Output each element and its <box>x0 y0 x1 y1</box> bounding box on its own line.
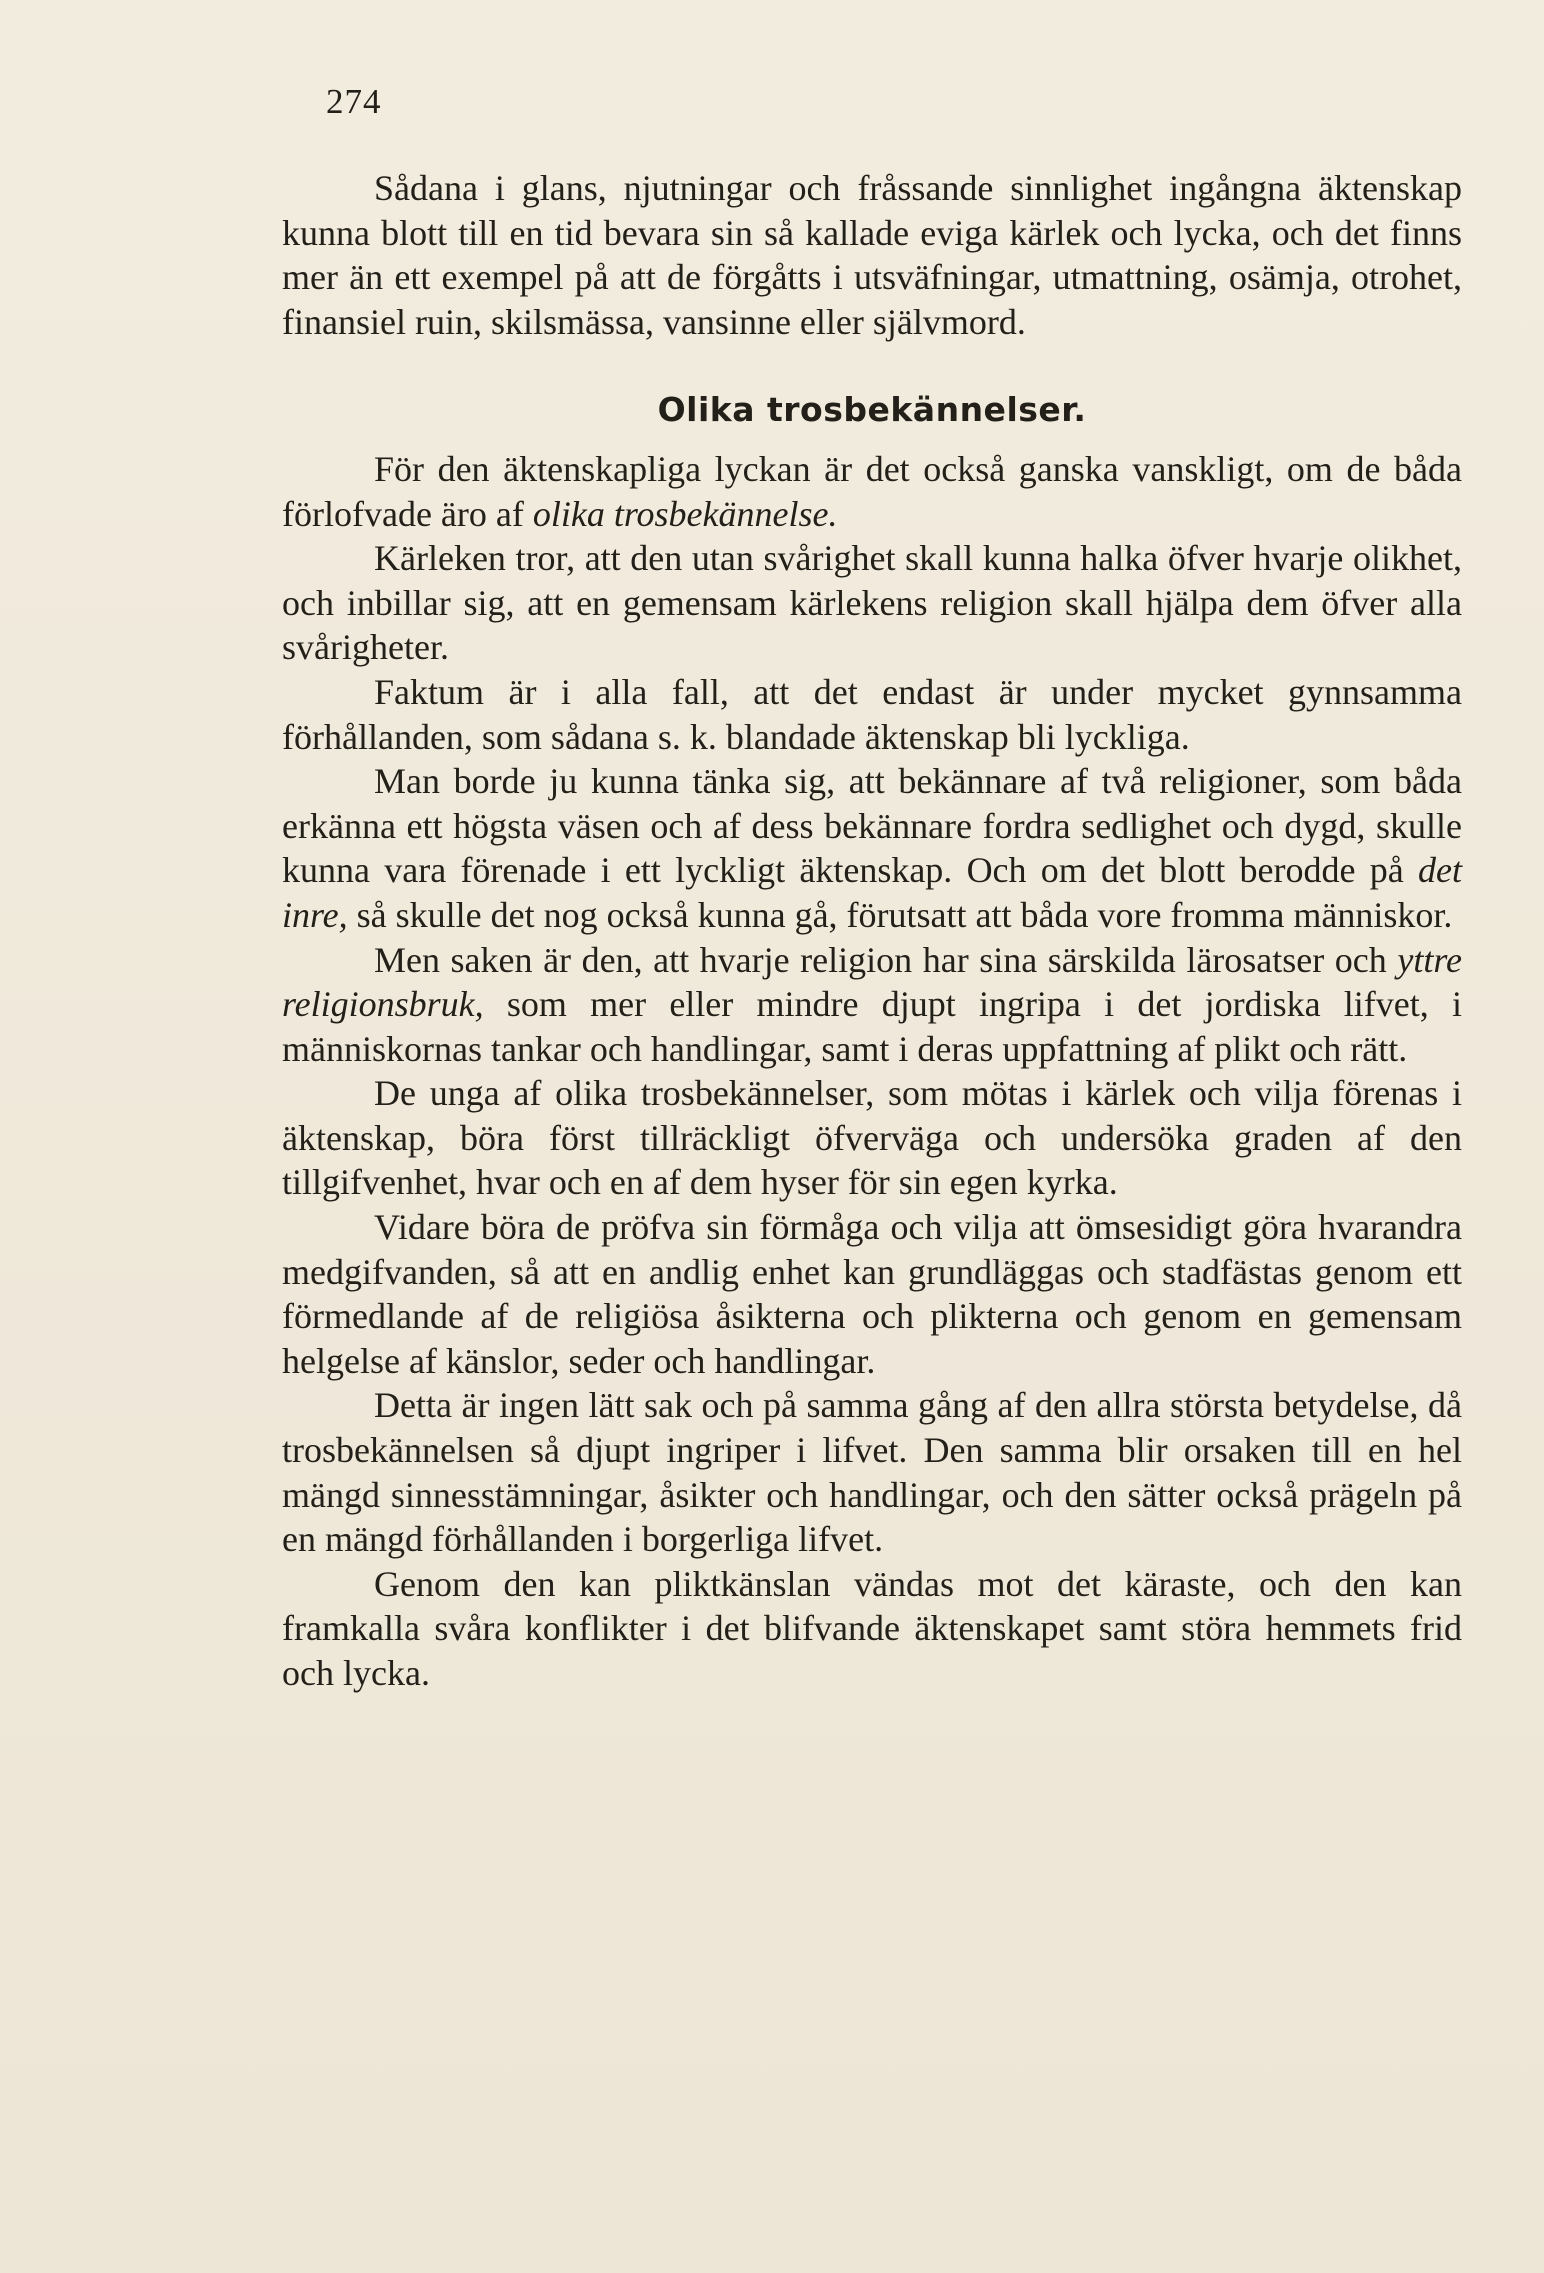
paragraph-5 <box>282 938 1462 1072</box>
paragraph-8: Detta är ingen lätt sak och på samma gång af den allra största betydelse, då trosbekännelsen så djupt ingriper i lifvet. Den samma blir orsaken till en hel mängd sinnesstämningar, åsikter och handlingar, och den sätter också prägeln på en mängd förhållanden i borgerliga lifvet. <box>282 1385 1462 1560</box>
page-number: 274 <box>326 82 382 121</box>
paragraph-6: De unga af olika trosbekännelser, som mötas i kärlek och vilja förenas i äktenskap, böra först tillräckligt öfverväga och undersöka graden af den tillgifvenhet, hvar och en af dem hyser för sin egen kyrka. <box>282 1073 1462 1203</box>
paragraph-5-italic: yttre religionsbruk, <box>282 939 1462 1025</box>
section-heading: Olika trosbekännelser. <box>657 390 1087 430</box>
paragraph-4-text-a: Man borde ju kunna tänka sig, att bekännare af två religioner, som båda erkänna ett högsta väsen och af dess bekännare fordra sedlighet och dygd, skulle kunna vara förenade i ett lyckligt äktenskap. Och om det blott berodde på <box>282 761 1462 891</box>
paragraph-1-text: För den äktenskapliga lyckan är det också ganska vanskligt, om de båda förlofvade äro af <box>282 448 1462 534</box>
body-text <box>282 166 1462 1696</box>
paragraph-3: Faktum är i alla fall, att det endast är under mycket gynnsamma förhållanden, som sådana s. k. blandade äktenskap bli lyckliga. <box>282 671 1462 757</box>
paragraph-1-italic: olika trosbekännelse. <box>532 493 838 534</box>
paragraph-4 <box>282 759 1462 937</box>
paragraph-5-text-b: som mer eller mindre djupt ingripa i det jordiska lifvet, i människornas tankar och handlingar, samt i deras uppfattning af plikt och rätt. <box>282 984 1462 1069</box>
paragraph-9: Genom den kan pliktkänslan vändas mot det käraste, och den kan framkalla svåra konflikter i det blifvande äktenskapet samt störa hemmets frid och lycka. <box>282 1563 1462 1693</box>
intro-paragraph: Sådana i glans, njutningar och fråssande sinnlighet ingångna äktenskap kunna blott till en tid bevara sin så kallade eviga kärlek och lycka, och det finns mer än ett exempel på att de förgåtts i utsväfningar, utmattning, osämja, otrohet, finansiel ruin, skilsmässa, vansinne eller självmord. <box>282 168 1462 342</box>
paragraph-5-text-a: Men saken är den, att hvarje religion har sina särskilda lärosatser och <box>374 939 1398 980</box>
paragraph-2: Kärleken tror, att den utan svårighet skall kunna halka öfver hvarje olikhet, och inbillar sig, att en gemensam kärlekens religion skall hjälpa dem öfver alla svårigheter. <box>282 538 1462 668</box>
paragraph-4-italic: det inre, <box>282 850 1462 935</box>
paragraph-4-text-b: så skulle det nog också kunna gå, förutsatt att båda vore fromma människor. <box>347 894 1453 935</box>
paragraph-7: Vidare böra de pröfva sin förmåga och vilja att ömsesidigt göra hvarandra medgifvanden, så att en andlig enhet kan grundläggas och stadfästas genom ett förmedlande af de religiösa åsikterna och plikterna och genom en gemensam helgelse af känslor, seder och handlingar. <box>282 1207 1462 1381</box>
paragraph-1 <box>282 447 1462 536</box>
